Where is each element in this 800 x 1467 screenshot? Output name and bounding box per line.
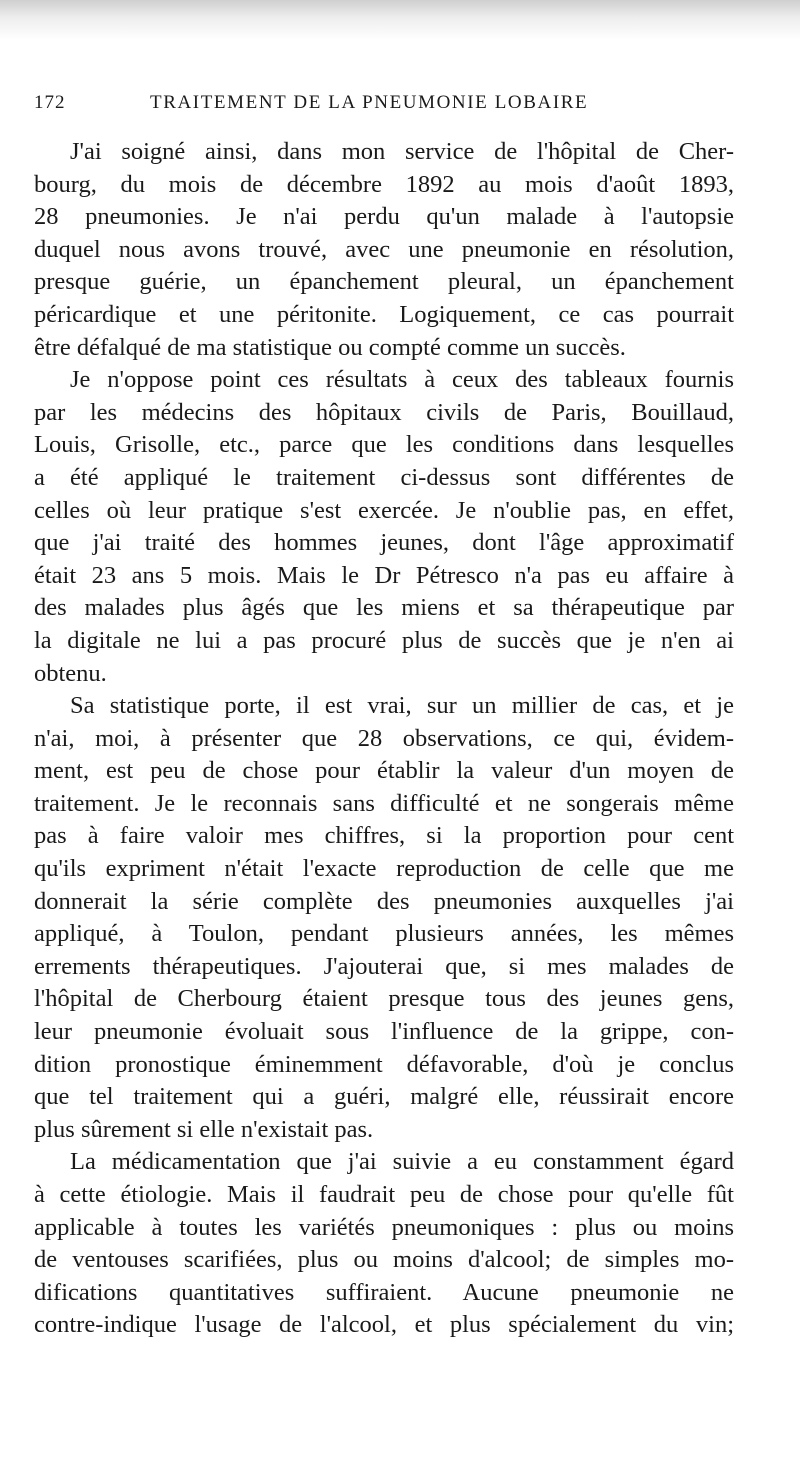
- text-line: que j'ai traité des hommes jeunes, dont l'âge approximatif: [34, 529, 734, 557]
- text-line: Sa statistique porte, il est vrai, sur un millier de cas, et je: [70, 692, 734, 720]
- text-line: duquel nous avons trouvé, avec une pneumonie en résolution,: [34, 235, 734, 263]
- text-line: être défalqué de ma statistique ou compté comme un succès.: [34, 333, 626, 361]
- text-line: applicable à toutes les variétés pneumoniques : plus ou moins: [34, 1213, 734, 1241]
- text-line: La médicamentation que j'ai suivie a eu constamment égard: [70, 1148, 734, 1176]
- text-line: appliqué, à Toulon, pendant plusieurs années, les mêmes: [34, 920, 734, 948]
- scan-top-shading: [0, 0, 800, 40]
- text-line: obtenu.: [34, 659, 107, 687]
- text-line: que tel traitement qui a guéri, malgré elle, réussirait encore: [34, 1083, 734, 1111]
- text-line: celles où leur pratique s'est exercée. Je n'oublie pas, en effet,: [34, 496, 734, 524]
- text-line: dition pronostique éminemment défavorable, d'où je conclus: [34, 1050, 734, 1078]
- text-line: était 23 ans 5 mois. Mais le Dr Pétresco n'a pas eu affaire à: [34, 561, 734, 589]
- text-line: difications quantitatives suffiraient. Aucune pneumonie ne: [34, 1278, 734, 1306]
- text-line: pas à faire valoir mes chiffres, si la proportion pour cent: [34, 822, 734, 850]
- text-line: contre-indique l'usage de l'alcool, et plus spécialement du vin;: [34, 1311, 734, 1339]
- page-number: 172: [34, 92, 66, 113]
- text-line: à cette étiologie. Mais il faudrait peu de chose pour qu'elle fût: [34, 1181, 734, 1208]
- text-line: par les médecins des hôpitaux civils de Paris, Bouillaud,: [34, 398, 734, 426]
- text-line: 28 pneumonies. Je n'ai perdu qu'un malade à l'autopsie: [34, 203, 734, 231]
- body-text: [34, 136, 734, 1342]
- text-line: ment, est peu de chose pour établir la valeur d'un moyen de: [34, 757, 734, 785]
- text-line: péricardique et une péritonite. Logiquement, ce cas pourrait: [34, 300, 734, 328]
- running-title: TRAITEMENT DE LA PNEUMONIE LOBAIRE: [150, 92, 589, 113]
- text-line: leur pneumonie évoluait sous l'influence de la grippe, con-: [34, 1018, 734, 1046]
- text-line: errements thérapeutiques. J'ajouterai que, si mes malades de: [34, 952, 734, 980]
- text-line: traitement. Je le reconnais sans difficulté et ne songerais même: [34, 789, 734, 817]
- text-line: bourg, du mois de décembre 1892 au mois d'août 1893,: [34, 170, 734, 198]
- text-line: des malades plus âgés que les miens et sa thérapeutique par: [34, 594, 734, 622]
- text-line: Louis, Grisolle, etc., parce que les conditions dans lesquelles: [34, 431, 734, 459]
- text-line: J'ai soigné ainsi, dans mon service de l'hôpital de Cher-: [70, 138, 734, 165]
- text-line: l'hôpital de Cherbourg étaient presque tous des jeunes gens,: [34, 985, 734, 1013]
- text-line: presque guérie, un épanchement pleural, un épanchement: [34, 268, 734, 296]
- running-head: [34, 92, 734, 122]
- text-line: de ventouses scarifiées, plus ou moins d'alcool; de simples mo-: [34, 1246, 734, 1274]
- text-line: la digitale ne lui a pas procuré plus de succès que je n'en ai: [34, 626, 734, 654]
- text-line: n'ai, moi, à présenter que 28 observations, ce qui, évidem-: [34, 724, 734, 752]
- text-line: plus sûrement si elle n'existait pas.: [34, 1115, 374, 1143]
- text-line: donnerait la série complète des pneumonies auxquelles j'ai: [34, 887, 734, 915]
- text-line: qu'ils expriment n'était l'exacte reproduction de celle que me: [34, 855, 734, 883]
- text-line: a été appliqué le traitement ci-dessus sont différentes de: [34, 463, 734, 491]
- text-line: Je n'oppose point ces résultats à ceux des tableaux fournis: [70, 366, 734, 394]
